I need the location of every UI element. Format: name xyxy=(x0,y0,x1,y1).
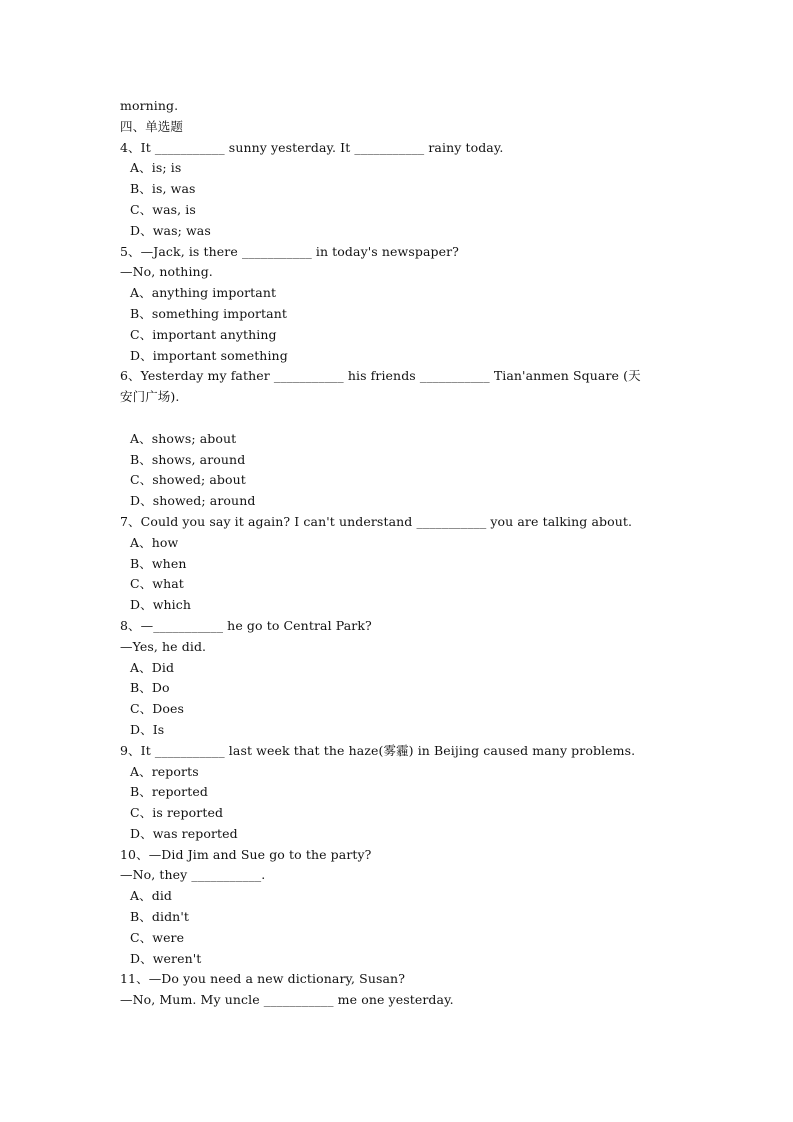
answer-option: A、shows; about xyxy=(130,430,237,446)
answer-option: D、showed; around xyxy=(130,493,256,509)
answer-option: D、was; was xyxy=(130,222,211,238)
answer-option: D、was reported xyxy=(130,825,238,841)
answer-option: C、Does xyxy=(130,701,185,717)
section-heading: 四、单选题 xyxy=(120,118,184,134)
answer-option: C、were xyxy=(130,929,185,945)
answer-option: A、reports xyxy=(130,763,199,779)
answer-option: B、is, was xyxy=(130,181,196,197)
question-stem: 5、—Jack, is there ___________ in today's newspaper? xyxy=(120,243,459,259)
answer-option: C、was, is xyxy=(130,201,196,217)
answer-option: A、how xyxy=(130,534,179,550)
answer-option: A、did xyxy=(130,888,173,904)
answer-option: B、reported xyxy=(130,784,208,800)
document-page xyxy=(120,96,680,1011)
answer-option: D、important something xyxy=(130,347,288,363)
question-stem: 11、—Do you need a new dictionary, Susan? xyxy=(120,971,406,987)
answer-option: B、something important xyxy=(130,305,287,321)
answer-option: B、shows, around xyxy=(130,451,246,467)
question-stem: 9、It ___________ last week that the haze(雾霾) in Beijing caused many problems. xyxy=(120,742,636,758)
answer-option: D、weren't xyxy=(130,950,202,966)
text-line: morning. xyxy=(120,98,179,113)
answer-option: A、anything important xyxy=(130,285,277,301)
text-line: —No, they ___________. xyxy=(120,867,266,883)
answer-option: B、when xyxy=(130,555,187,571)
answer-option: C、showed; about xyxy=(130,472,246,488)
text-line: 安门广场). xyxy=(120,389,180,405)
question-stem: 6、Yesterday my father ___________ his friends ___________ Tian'anmen Square (天 xyxy=(120,368,641,384)
question-stem: 7、Could you say it again? I can't understand ___________ you are talking about. xyxy=(120,513,633,529)
text-line: —Yes, he did. xyxy=(120,638,207,654)
text-line: —No, Mum. My uncle ___________ me one yesterday. xyxy=(120,992,454,1008)
answer-option: D、Is xyxy=(130,721,165,737)
question-stem: 8、—___________ he go to Central Park? xyxy=(120,617,372,633)
answer-option: B、didn't xyxy=(130,909,189,925)
text-line: —No, nothing. xyxy=(120,264,213,280)
answer-option: A、Did xyxy=(130,659,175,675)
answer-option: C、is reported xyxy=(130,805,224,821)
answer-option: A、is; is xyxy=(130,160,182,176)
question-stem: 4、It ___________ sunny yesterday. It ___________ rainy today. xyxy=(120,139,504,155)
answer-option: C、what xyxy=(130,576,184,592)
question-stem: 10、—Did Jim and Sue go to the party? xyxy=(120,846,372,862)
answer-option: D、which xyxy=(130,597,192,613)
answer-option: C、important anything xyxy=(130,326,277,342)
answer-option: B、Do xyxy=(130,680,170,696)
blank-line xyxy=(120,408,680,429)
